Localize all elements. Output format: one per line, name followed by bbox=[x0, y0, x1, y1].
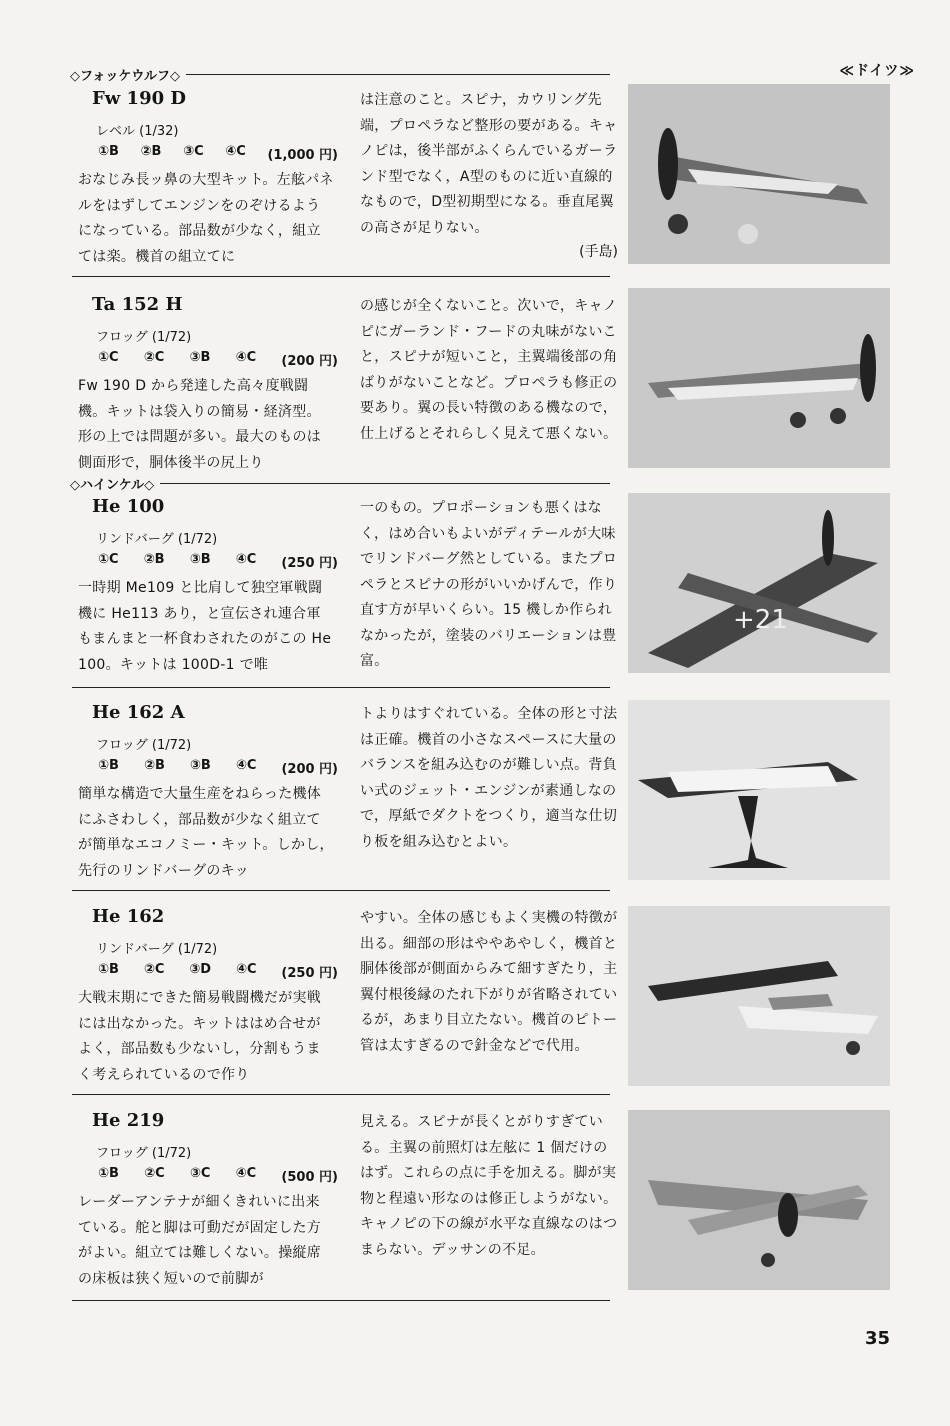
kit-entry-he162 bbox=[78, 906, 618, 1086]
kit-review-col2: トよりはすぐれている。全体の形と寸法は正確。機首の小さなスペースに大量のバランスを組み込むのが難しい点。背負い式のジェット・エンジンが素通しなので，厚紙でダクトをつくり，適当な仕切り板を組み込むとよい。 bbox=[360, 706, 618, 850]
rating-4: ④C bbox=[235, 350, 257, 365]
kit-title: He 100 bbox=[92, 496, 165, 517]
section-label: ◇ハインケル◇ bbox=[70, 477, 155, 493]
kit-review-col1: Fw 190 D から発達した高々度戦闘機。キットは袋入りの簡易・経済型。形の上では問題が多い。最大のものは側面形で，胴体後半の尻上り bbox=[78, 378, 322, 471]
plane-photo-icon bbox=[628, 288, 890, 468]
kit-ratings bbox=[98, 962, 338, 981]
rating-1: ①B bbox=[98, 962, 119, 977]
rating-4: ④C bbox=[235, 758, 257, 773]
rating-4: ④C bbox=[235, 552, 257, 567]
kit-review-col1: 一時期 Me109 と比肩して独空軍戦闘機に He113 あり，と宣伝され連合軍もまんまと一杯食わされたのがこの He100。キットは 100D-1 で唯 bbox=[78, 580, 332, 673]
rating-3: ③C bbox=[183, 144, 204, 159]
kit-entry-he219 bbox=[78, 1110, 618, 1290]
kit-maker: フロッグ (1/72) bbox=[96, 738, 192, 753]
rating-3: ③B bbox=[189, 350, 211, 365]
section-focke-wulf bbox=[70, 63, 610, 85]
kit-maker: フロッグ (1/72) bbox=[96, 330, 192, 345]
rating-1: ①B bbox=[98, 758, 119, 773]
kit-photo-he162a bbox=[628, 700, 890, 880]
kit-title: He 162 A bbox=[92, 702, 185, 723]
kit-price: (200 円) bbox=[281, 354, 338, 369]
rating-3: ③D bbox=[189, 962, 212, 977]
section-rule bbox=[186, 74, 610, 75]
plane-photo-icon bbox=[628, 906, 890, 1086]
kit-title: Fw 190 D bbox=[92, 88, 186, 109]
kit-ratings bbox=[98, 350, 338, 369]
rating-4: ④C bbox=[235, 962, 257, 977]
kit-review-col1: 簡単な構造で大量生産をねらった機体にふさわしく，部品数が少なく組立てが簡単なエコノミー・キット。しかし，先行のリンドバーグのキッ bbox=[78, 786, 334, 879]
rating-4: ④C bbox=[225, 144, 246, 159]
kit-review-col1: レーダーアンテナが細くきれいに出来ている。舵と脚は可動だが固定した方がよい。組立ては難しくない。操縦席の床板は狭く短いので前脚が bbox=[78, 1194, 322, 1287]
kit-photo-he162 bbox=[628, 906, 890, 1086]
kit-entry-he100 bbox=[78, 496, 618, 676]
kit-review-col1: 大戦末期にできた簡易戦闘機だが実戦には出なかった。キットははめ合せがよく，部品数も少ないし，分割もうまく考えられているので作り bbox=[78, 990, 322, 1083]
rating-2: ②B bbox=[143, 758, 165, 773]
rating-3: ③B bbox=[189, 758, 211, 773]
kit-review-col2: の感じが全くないこと。次いで，キャノピにガーランド・フードの丸味がないこと，スピナが短いこと，主翼端後部の角ばりがないことなど。プロペラも修正の要あり。翼の長い特徴のある機なので，仕上げるとそれらしく見えて悪くない。 bbox=[360, 298, 618, 442]
plane-photo-icon bbox=[628, 493, 890, 673]
kit-ratings bbox=[98, 144, 338, 163]
kit-review-col2: 一のもの。プロポーションも悪くはなく，はめ合いもよいがディテールが大味でリンドバーグ然としている。またプロペラとスピナの形がいいかげんで，作り直す方が早いくらい。15 機しか作られなかったが，塗装のバリエーションは豊富。 bbox=[360, 500, 618, 669]
entry-divider bbox=[72, 1300, 610, 1301]
kit-review-col2: 見える。スピナが長くとがりすぎている。主翼の前照灯は左舷に 1 個だけのはず。これらの点に手を加える。脚が実物と程遠い形なのは修正しようがない。キャノピの下の線が水平な直線なのはつまらない。デッサンの不足。 bbox=[360, 1114, 618, 1258]
section-heinkel bbox=[70, 472, 610, 494]
kit-review-col2: は注意のこと。スピナ，カウリング先端，プロペラなど整形の要がある。キャノピは，後半部がふくらんでいるガーランド型でなく，A型のものに近い直線的なもので，D型初期型になる。垂直尾翼の高さが足りない。 bbox=[360, 92, 618, 236]
plane-photo-icon bbox=[628, 1110, 890, 1290]
rating-2: ②C bbox=[143, 962, 165, 977]
kit-entry-ta152h bbox=[78, 294, 618, 474]
rating-4: ④C bbox=[235, 1166, 257, 1181]
kit-price: (1,000 円) bbox=[267, 148, 338, 163]
kit-review-col1: おなじみ長ッ鼻の大型キット。左舷パネルをはずしてエンジンをのぞけるようになっている。部品数が少なく，組立ては楽。機首の組立てに bbox=[78, 172, 334, 265]
svg-text:+21: +21 bbox=[733, 605, 788, 635]
entry-divider bbox=[72, 276, 610, 277]
kit-review-col2: やすい。全体の感じもよく実機の特徴が出る。細部の形はややあやしく，機首と胴体後部が側面からみて細すぎたり，主翼付根後縁のたれ下がりが省略されているが，あまり目立たない。機首のピトー管は太すぎるので針金などで代用。 bbox=[360, 910, 618, 1054]
kit-photo-fw190d bbox=[628, 84, 890, 264]
section-label: ◇フォッケウルフ◇ bbox=[70, 68, 180, 84]
kit-ratings bbox=[98, 552, 338, 571]
kit-maker: リンドバーグ (1/72) bbox=[96, 942, 218, 957]
kit-photo-he100 bbox=[628, 493, 890, 673]
kit-photo-he219 bbox=[628, 1110, 890, 1290]
section-rule bbox=[160, 483, 610, 484]
rating-1: ①B bbox=[98, 1166, 119, 1181]
kit-title: Ta 152 H bbox=[92, 294, 183, 315]
entry-divider bbox=[72, 1094, 610, 1095]
rating-2: ②C bbox=[144, 1166, 165, 1181]
entry-divider bbox=[72, 687, 610, 688]
plane-photo-icon bbox=[628, 700, 890, 880]
kit-title: He 219 bbox=[92, 1110, 165, 1131]
rating-3: ③B bbox=[189, 552, 211, 567]
page-number: 35 bbox=[864, 1328, 890, 1349]
kit-price: (250 円) bbox=[281, 556, 338, 571]
kit-photo-ta152h bbox=[628, 288, 890, 468]
kit-entry-fw190d bbox=[78, 88, 618, 268]
rating-1: ①C bbox=[98, 552, 119, 567]
rating-2: ②B bbox=[140, 144, 162, 159]
kit-price: (250 円) bbox=[281, 966, 338, 981]
kit-maker: フロッグ (1/72) bbox=[96, 1146, 192, 1161]
kit-price: (500 円) bbox=[281, 1170, 338, 1185]
plane-photo-icon bbox=[628, 84, 890, 264]
rating-2: ②C bbox=[143, 350, 165, 365]
kit-maker: リンドバーグ (1/72) bbox=[96, 532, 218, 547]
kit-ratings bbox=[98, 758, 338, 777]
rating-1: ①C bbox=[98, 350, 119, 365]
kit-ratings bbox=[98, 1166, 338, 1185]
entry-divider bbox=[72, 890, 610, 891]
kit-price: (200 円) bbox=[281, 762, 338, 777]
country-header: ≪ドイツ≫ bbox=[839, 63, 915, 79]
rating-3: ③C bbox=[189, 1166, 211, 1181]
rating-1: ①B bbox=[98, 144, 119, 159]
kit-title: He 162 bbox=[92, 906, 165, 927]
kit-entry-he162a bbox=[78, 702, 618, 882]
kit-author: (手島) bbox=[579, 244, 618, 260]
rating-2: ②B bbox=[143, 552, 165, 567]
kit-maker: レベル (1/32) bbox=[96, 124, 179, 139]
